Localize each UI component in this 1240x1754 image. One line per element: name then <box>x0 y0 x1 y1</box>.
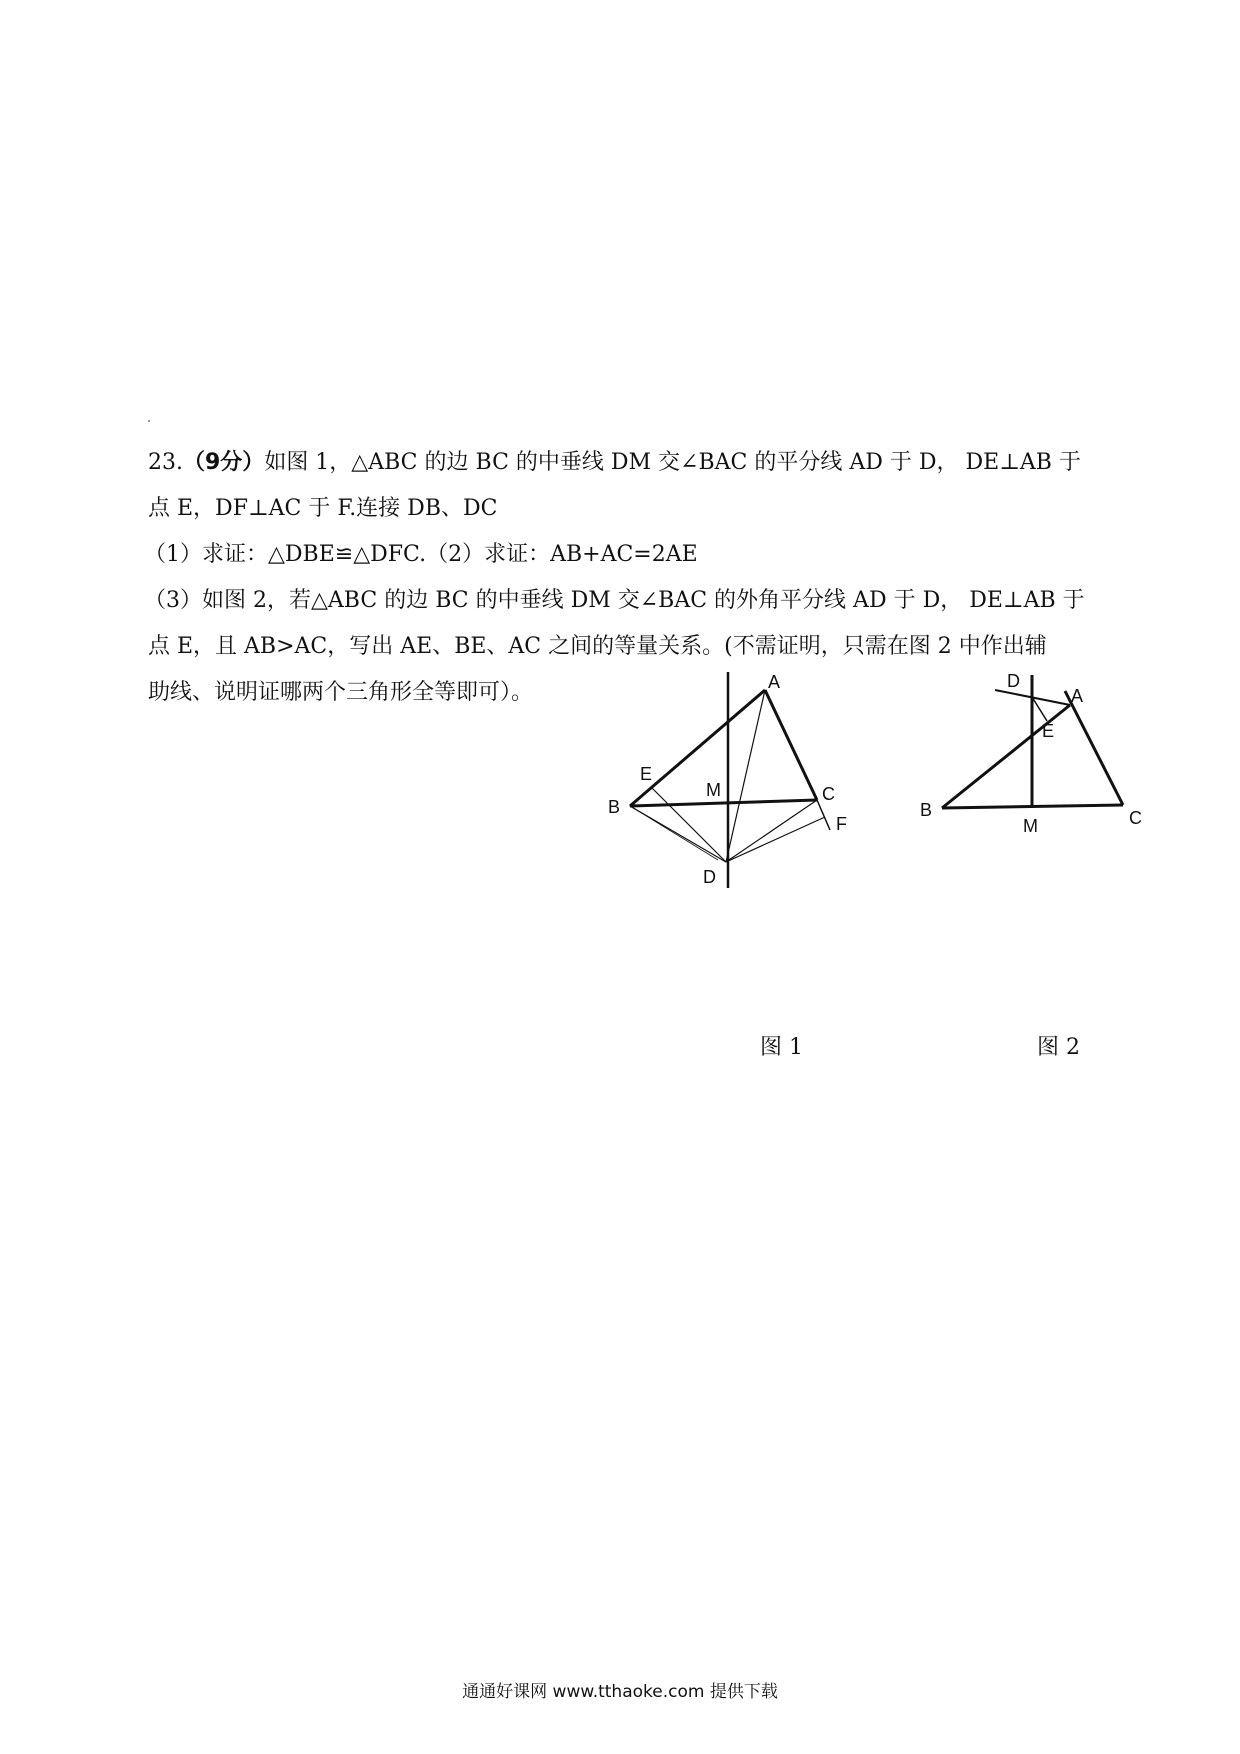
fig1-helper-line <box>630 806 718 860</box>
fig2-label-d: D <box>1007 671 1020 691</box>
fig1-segment-df <box>726 817 825 862</box>
fig2-label-a: A <box>1071 686 1084 706</box>
fig1-bisector-ad <box>726 690 765 862</box>
figure-2 <box>915 665 1155 850</box>
question-part-1-2: （1）求证：△DBE≌△DFC.（2）求证：AB+AC=2AE <box>144 542 698 567</box>
figure-2-caption: 图 2 <box>1037 1035 1080 1060</box>
fig1-extension-cf <box>817 800 830 830</box>
scan-speck <box>148 420 150 422</box>
fig1-label-b: B <box>608 797 621 817</box>
figure-1-caption: 图 1 <box>760 1035 803 1060</box>
page-footer: 通通好课网 www.tthaoke.com 提供下载 <box>462 1682 778 1702</box>
fig1-segment-dc <box>726 800 817 862</box>
question-score: （9分） <box>183 450 265 475</box>
fig1-label-m: M <box>706 780 721 800</box>
fig1-side-ab <box>630 690 765 806</box>
fig1-label-f: F <box>836 814 847 834</box>
fig1-label-e: E <box>640 764 653 784</box>
fig2-label-m: M <box>1023 816 1038 836</box>
fig1-label-d: D <box>703 867 716 887</box>
question-line-5: 点 E，且 AB>AC，写出 AE、BE、AC 之间的等量关系。(不需证明，只需在图 2 中作出辅 <box>148 634 1047 659</box>
question-stem-part-1: 如图 1，△ABC 的边 BC 的中垂线 DM 交∠BAC 的平分线 AD 于 D， DE⊥AB 于 <box>264 450 1081 475</box>
fig2-label-b: B <box>920 800 933 820</box>
fig2-side-ac <box>1065 691 1123 805</box>
question-number: 23. <box>148 450 183 475</box>
question-line-6: 助线、说明证哪两个三角形全等即可）。 <box>148 680 534 705</box>
fig2-label-e: E <box>1042 721 1055 741</box>
fig2-label-c: C <box>1129 808 1142 828</box>
fig1-label-c: C <box>822 784 835 804</box>
question-line-2: 点 E，DF⊥AC 于 F.连接 DB、DC <box>148 496 498 521</box>
fig1-label-a: A <box>768 672 781 692</box>
question-line-1 <box>148 440 1093 486</box>
figure-1 <box>600 670 880 890</box>
fig1-side-bc <box>630 800 817 806</box>
question-part-3: （3）如图 2，若△ABC 的边 BC 的中垂线 DM 交∠BAC 的外角平分线 AD 于 D， DE⊥AB 于 <box>144 588 1085 613</box>
fig1-side-ac <box>765 690 817 800</box>
